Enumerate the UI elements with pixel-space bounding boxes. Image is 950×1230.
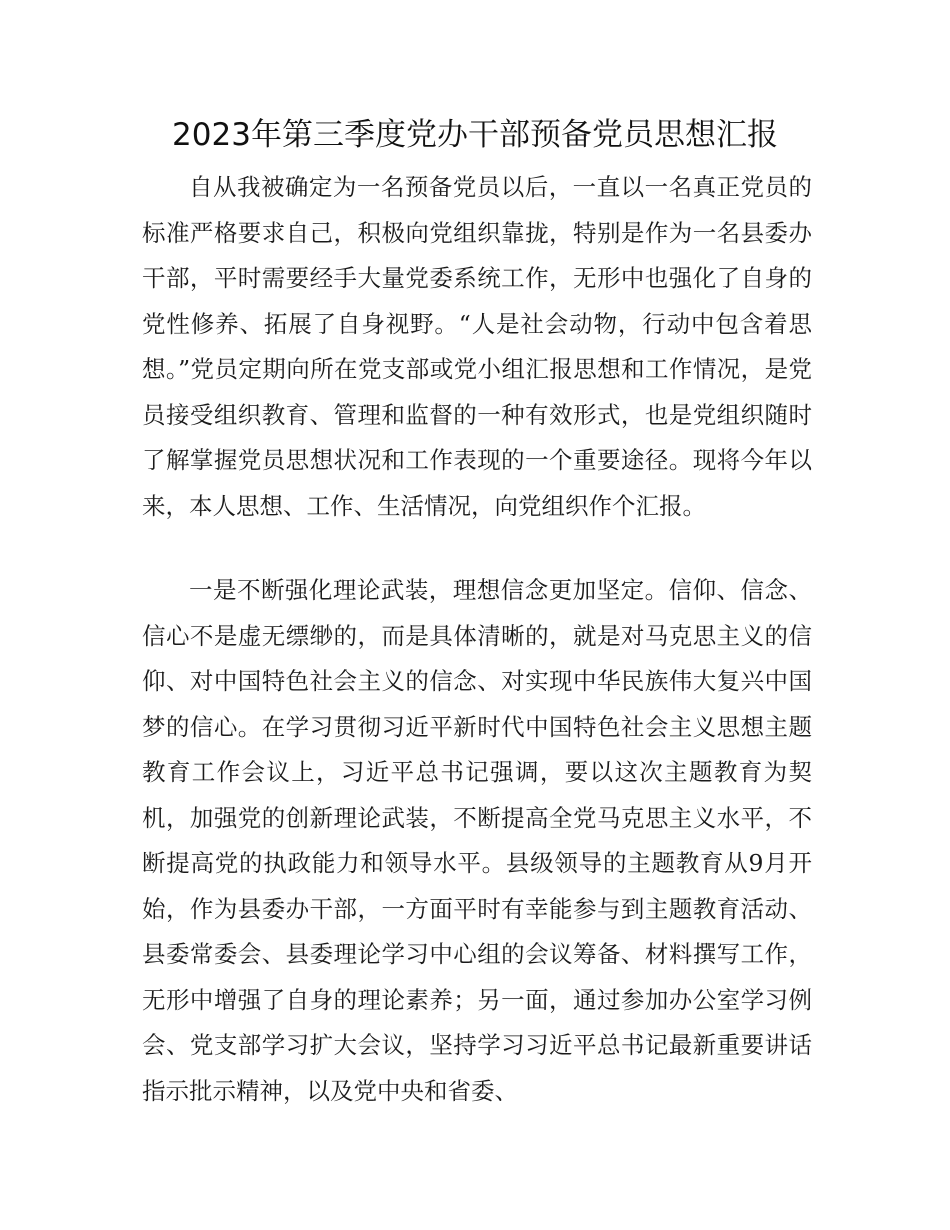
paragraph-text: 自从我被确定为一名预备党员以后，一直以一名真正党员的标准严格要求自己，积极向党组织靠拢，特别是作为一名县委办干部，平时需要经手大量党委系统工作，无形中也强化了自身的党性修养、拓展了自身视野。“人是社会动物，行动中包含着思想。”党员定期向所在党支部或党小组汇报思想和工作情况，是党员接受组织教育、管理和监督的一种有效形式，也是党组织随时了解掌握党员思想状况和工作表现的一个重要途径。现将今年以来，本人思想、工作、生活情况，向党组织作个汇报。 — [142, 173, 812, 520]
paragraph-text: 一是不断强化理论武装，理想信念更加坚定。信仰、信念、信心不是虚无缥缈的，而是具体清晰的，就是对马克思主义的信仰、对中国特色社会主义的信念、对实现中华民族伟大复兴中国梦的信心。在学习贯彻习近平新时代中国特色社会主义思想主题教育工作会议上，习近平总书记强调，要以这次主题教育为契机，加强党的创新理论武装，不断提高全党马克思主义水平，不断提高党的执政能力和领导水平。县级领导的主题教育从9月开始，作为县委办干部，一方面平时有幸能参与到主题教育活动、县委常委会、县委理论学习中心组的会议筹备、材料撰写工作，无形中增强了自身的理论素养；另一面，通过参加办公室学习例会、党支部学习扩大会议，坚持学习习近平总书记最新重要讲话指示批示精神，以及党中央和省委、 — [142, 576, 812, 1105]
paragraph-theory-study — [142, 568, 812, 1114]
paragraph-intro — [142, 165, 812, 529]
document-title: 2023年第三季度党办干部预备党员思想汇报 — [172, 117, 778, 153]
